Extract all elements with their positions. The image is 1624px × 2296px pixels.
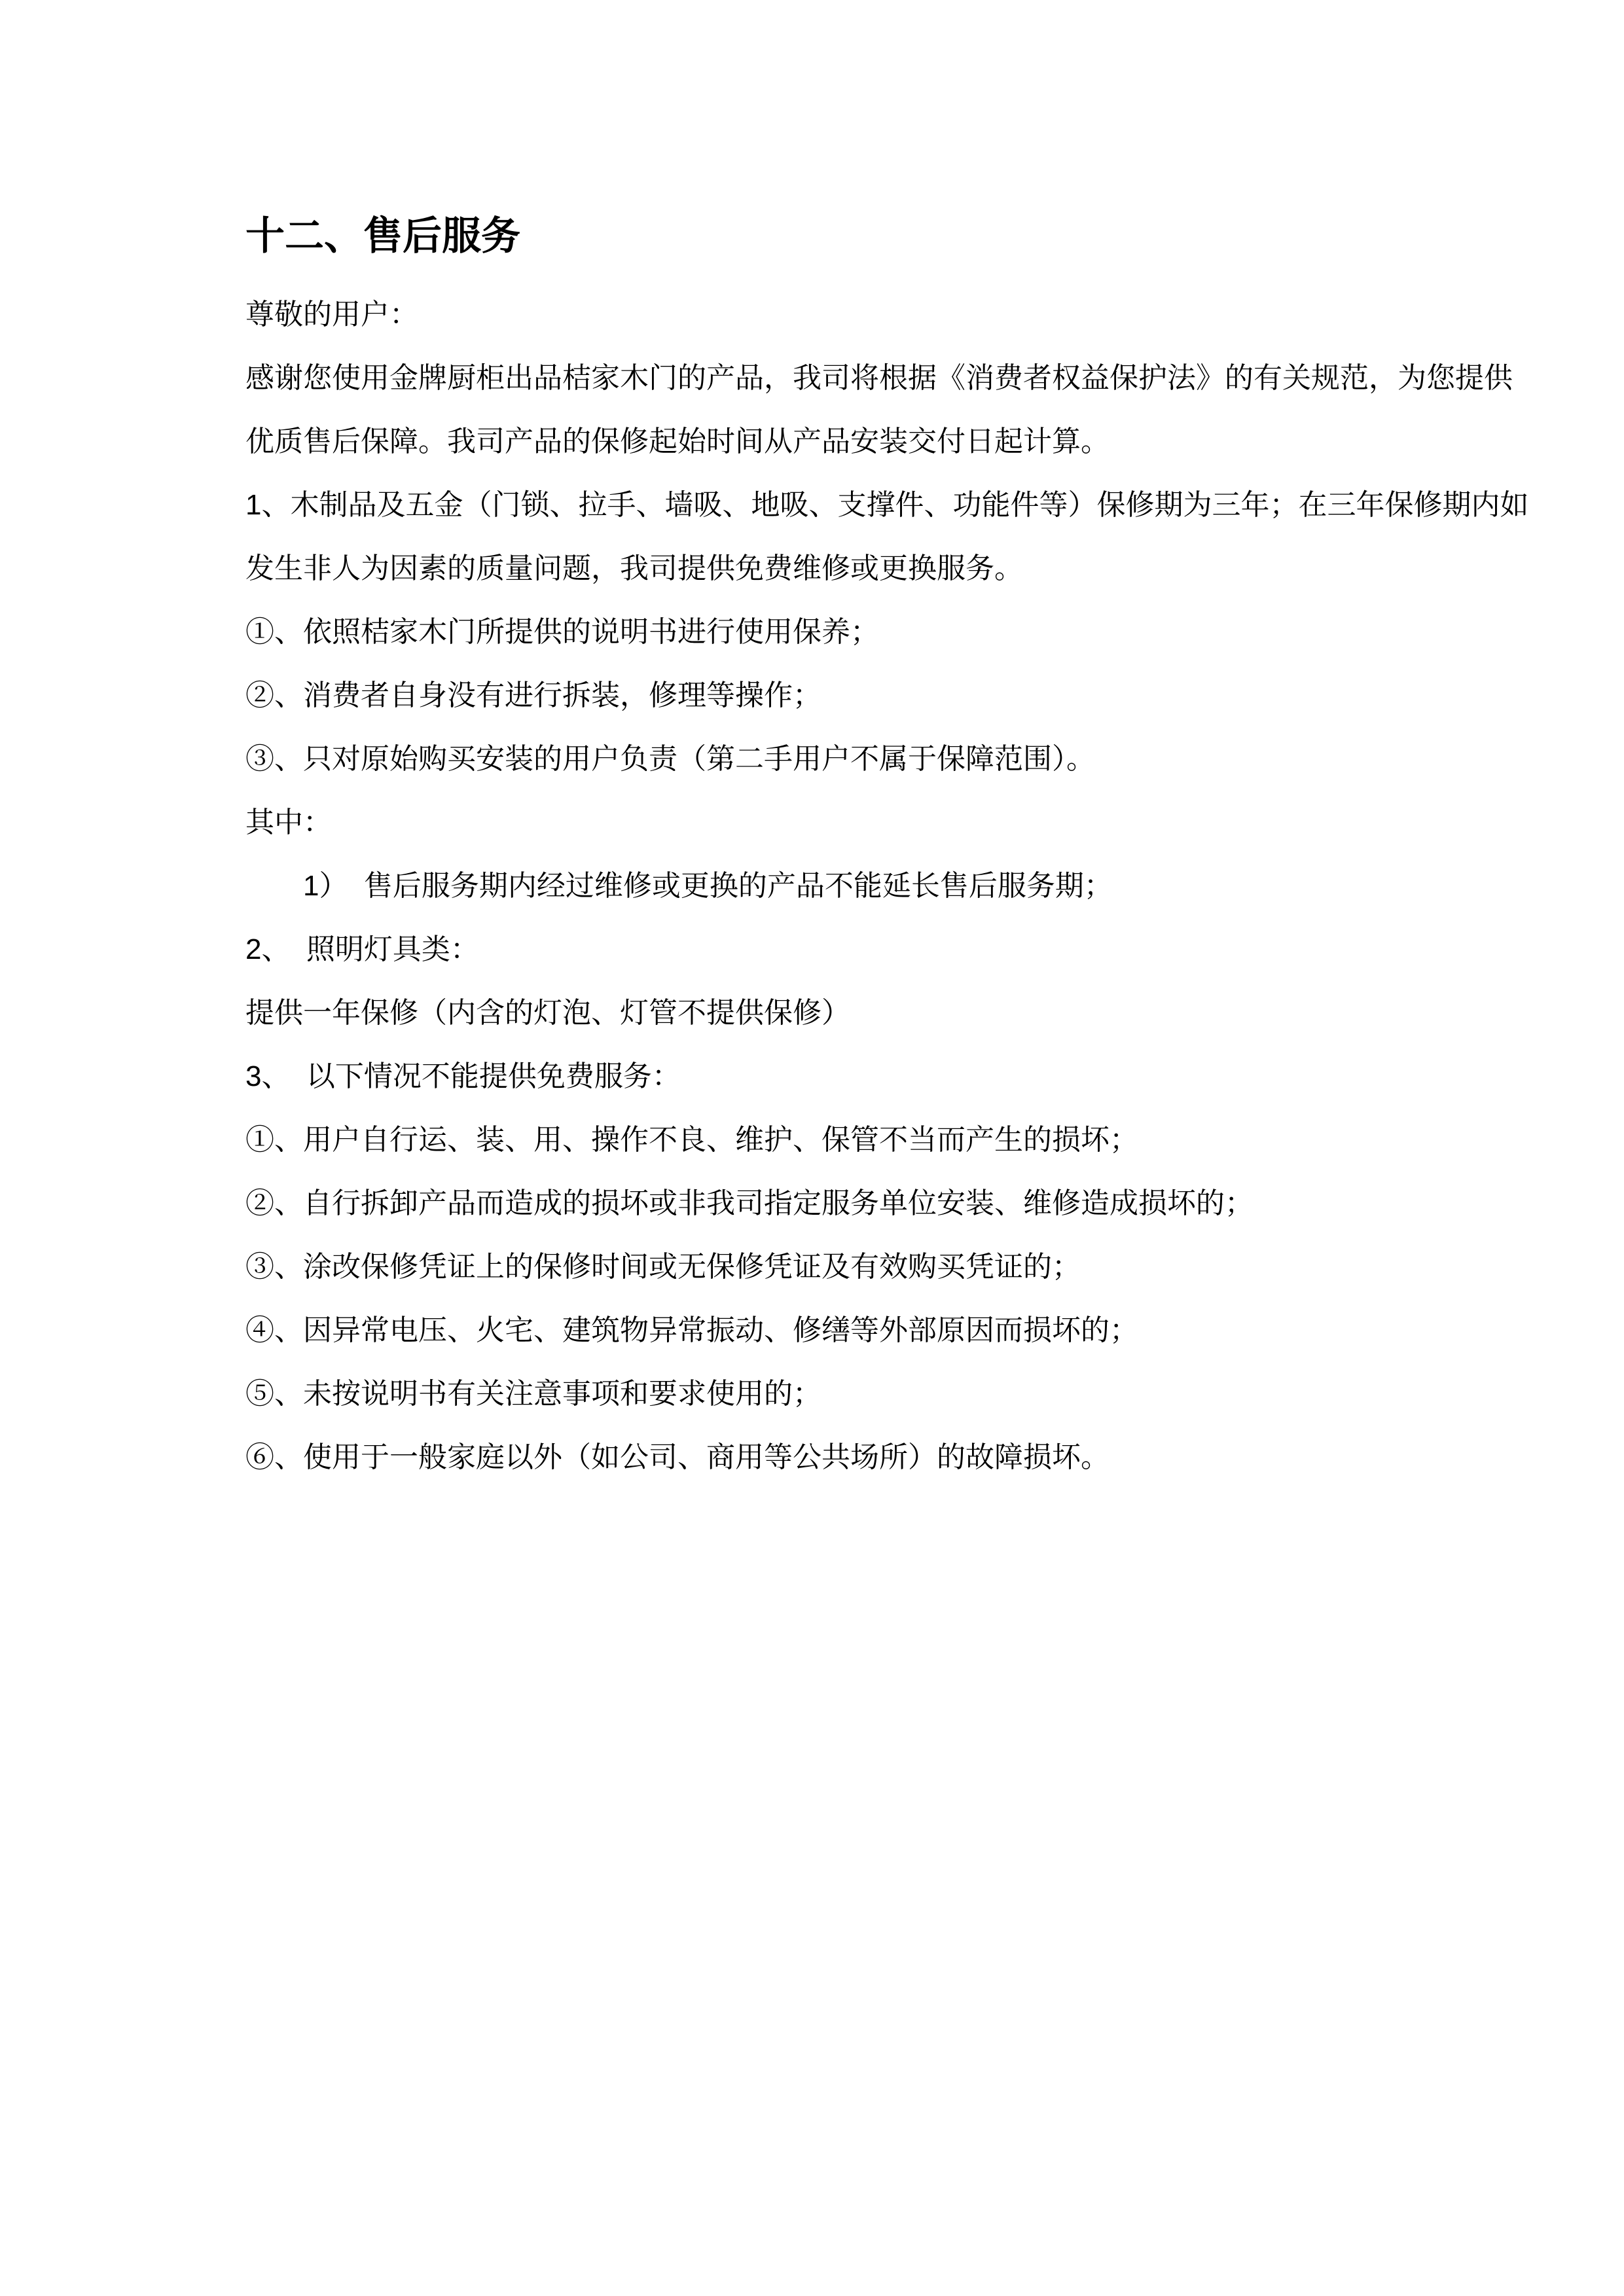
document-line: ③、只对原始购买安装的用户负责（第二手用户不属于保障范围）。: [245, 743, 1095, 775]
document-line: 3、 以下情况不能提供免费服务：: [245, 1060, 681, 1092]
document-line: ⑤、未按说明书有关注意事项和要求使用的；: [245, 1378, 821, 1410]
document-line: 1、木制品及五金（门锁、拉手、墙吸、地吸、支撑件、功能件等）保修期为三年；在三年保修期内如: [245, 489, 1529, 521]
document-line: 1） 售后服务期内经过维修或更换的产品不能延长售后服务期；: [303, 870, 1113, 902]
document-line: 感谢您使用金牌厨柜出品桔家木门的产品，我司将根据《消费者权益保护法》的有关规范，为您提供: [245, 362, 1513, 394]
document-line: 2、 照明灯具类：: [245, 933, 479, 965]
document-line: 提供一年保修（内含的灯泡、灯管不提供保修）: [245, 997, 850, 1029]
document-line: 发生非人为因素的质量问题，我司提供免费维修或更换服务。: [245, 552, 1023, 584]
document-line: 优质售后保障。我司产品的保修起始时间从产品安装交付日起计算。: [245, 425, 1110, 457]
document-line: ②、自行拆卸产品而造成的损坏或非我司指定服务单位安装、维修造成损坏的；: [245, 1187, 1254, 1219]
document-line: 尊敬的用户：: [245, 298, 418, 331]
document-line: ①、依照桔家木门所提供的说明书进行使用保养；: [245, 616, 879, 648]
document-body: [245, 283, 1529, 1489]
section-heading: 十二、售后服务: [245, 214, 520, 258]
document-line: ①、用户自行运、装、用、操作不良、维护、保管不当而产生的损坏；: [245, 1124, 1138, 1156]
document-line: ③、涂改保修凭证上的保修时间或无保修凭证及有效购买凭证的；: [245, 1251, 1081, 1283]
document-line: 其中：: [245, 806, 332, 838]
document-line: ⑥、使用于一般家庭以外（如公司、商用等公共场所）的故障损坏。: [245, 1441, 1110, 1473]
document-line: ②、消费者自身没有进行拆装，修理等操作；: [245, 679, 821, 711]
document-line: ④、因异常电压、火宅、建筑物异常振动、修缮等外部原因而损坏的；: [245, 1314, 1138, 1346]
